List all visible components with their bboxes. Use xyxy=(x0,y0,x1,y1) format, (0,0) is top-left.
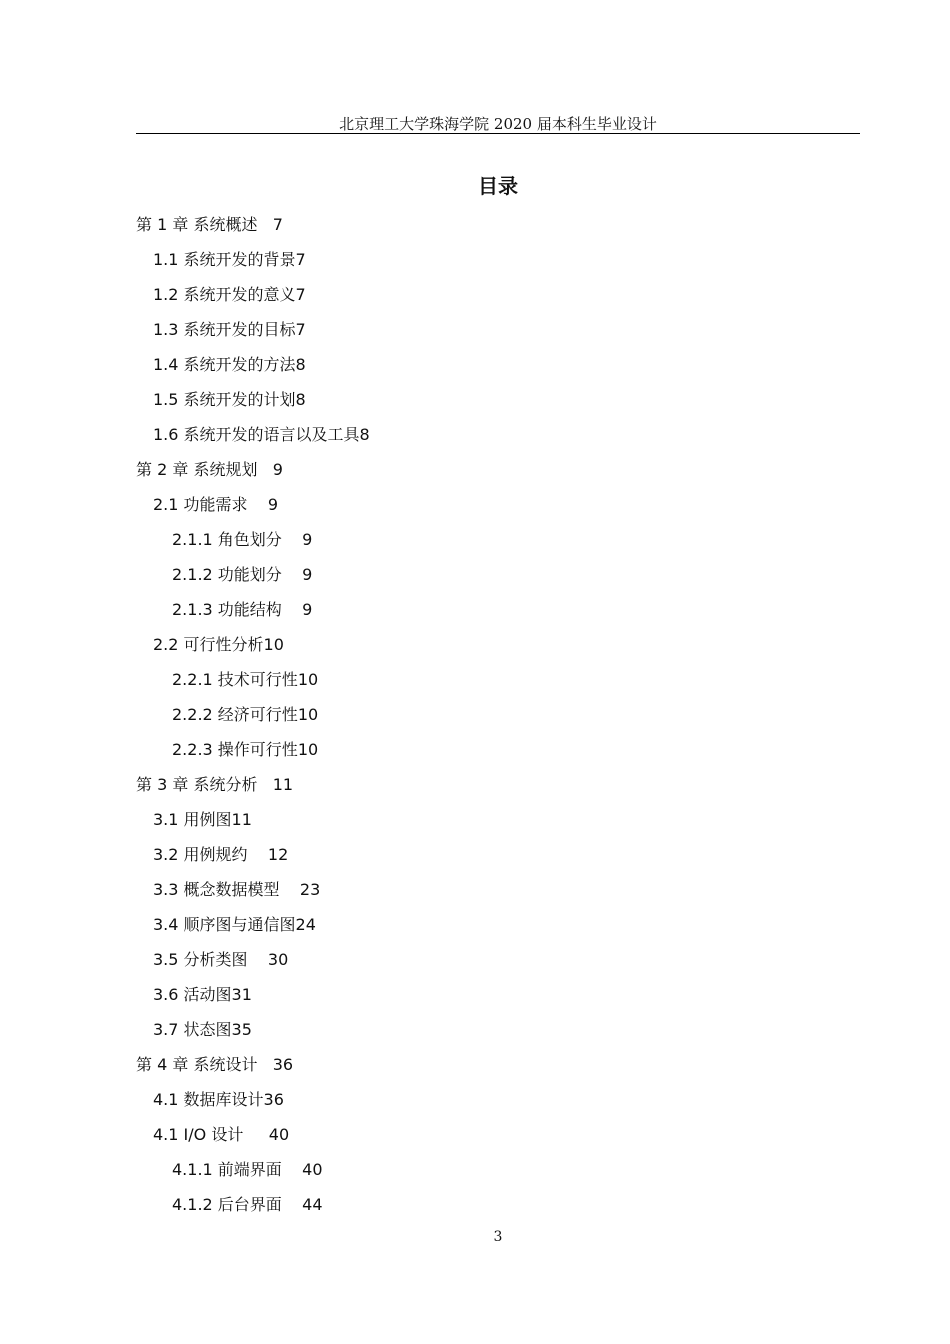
toc-entry-page: 36 xyxy=(263,1090,284,1109)
toc-entry-page: 12 xyxy=(267,845,289,864)
toc-entry-text: 3.5 分析类图 xyxy=(153,950,248,969)
toc-entry-text: 4.1.1 前端界面 xyxy=(172,1160,282,1179)
toc-entry-text: 3.3 概念数据模型 xyxy=(153,880,280,899)
toc-entry-2-2-1[interactable] xyxy=(136,666,860,701)
toc-entry-4-1-io[interactable] xyxy=(136,1121,860,1156)
page-header: 北京理工大学珠海学院 2020 届本科生毕业设计 xyxy=(339,115,657,133)
toc-entry-page: 9 xyxy=(302,600,313,619)
toc-entry-1-4[interactable] xyxy=(136,351,860,386)
toc-entry-text: 第 4 章 系统设计 xyxy=(136,1055,258,1074)
toc-entry-3-2[interactable] xyxy=(136,841,860,876)
toc-entry-2-2[interactable] xyxy=(136,631,860,666)
toc-entry-3-1[interactable] xyxy=(136,806,860,841)
toc-entry-text: 4.1 数据库设计 xyxy=(153,1090,264,1109)
toc-entry-text: 2.2.2 经济可行性 xyxy=(172,705,298,724)
toc-entry-2-2-3[interactable] xyxy=(136,736,860,771)
toc-entry-text: 1.6 系统开发的语言以及工具 xyxy=(153,425,360,444)
toc-entry-page: 7 xyxy=(295,285,306,304)
table-of-contents xyxy=(136,211,860,1226)
toc-entry-page: 24 xyxy=(295,915,316,934)
toc-entry-page: 10 xyxy=(263,635,284,654)
toc-entry-page: 9 xyxy=(272,460,283,479)
toc-entry-text: 3.6 活动图 xyxy=(153,985,232,1004)
toc-entry-chapter-4[interactable] xyxy=(136,1051,860,1086)
toc-entry-1-1[interactable] xyxy=(136,246,860,281)
toc-entry-text: 3.2 用例规约 xyxy=(153,845,248,864)
toc-entry-text: 1.4 系统开发的方法 xyxy=(153,355,296,374)
toc-entry-page: 30 xyxy=(267,950,289,969)
toc-entry-2-1[interactable] xyxy=(136,491,860,526)
toc-entry-page: 23 xyxy=(299,880,321,899)
toc-entry-4-1-2[interactable] xyxy=(136,1191,860,1226)
toc-entry-page: 10 xyxy=(297,740,319,759)
toc-entry-3-4[interactable] xyxy=(136,911,860,946)
toc-entry-page: 11 xyxy=(231,810,252,829)
toc-entry-page: 11 xyxy=(272,775,294,794)
toc-entry-page: 10 xyxy=(297,670,319,689)
toc-entry-text: 2.1.1 角色划分 xyxy=(172,530,282,549)
toc-entry-page: 7 xyxy=(295,320,306,339)
toc-entry-text: 2.1.2 功能划分 xyxy=(172,565,282,584)
toc-entry-3-6[interactable] xyxy=(136,981,860,1016)
toc-entry-1-5[interactable] xyxy=(136,386,860,421)
toc-entry-page: 8 xyxy=(295,355,306,374)
toc-entry-page: 40 xyxy=(302,1160,323,1179)
toc-entry-3-7[interactable] xyxy=(136,1016,860,1051)
toc-entry-1-6[interactable] xyxy=(136,421,860,456)
toc-entry-1-2[interactable] xyxy=(136,281,860,316)
toc-entry-page: 44 xyxy=(302,1195,323,1214)
toc-entry-page: 7 xyxy=(272,215,283,234)
toc-entry-page: 9 xyxy=(302,530,313,549)
toc-entry-page: 8 xyxy=(295,390,306,409)
toc-entry-text: 第 1 章 系统概述 xyxy=(136,215,258,234)
toc-entry-text: 1.1 系统开发的背景 xyxy=(153,250,296,269)
toc-entry-page: 36 xyxy=(272,1055,294,1074)
toc-entry-text: 第 3 章 系统分析 xyxy=(136,775,258,794)
toc-entry-text: 2.2.3 操作可行性 xyxy=(172,740,298,759)
toc-entry-text: 第 2 章 系统规划 xyxy=(136,460,258,479)
toc-entry-text: 3.1 用例图 xyxy=(153,810,232,829)
toc-entry-page: 40 xyxy=(268,1125,290,1144)
toc-entry-text: 3.7 状态图 xyxy=(153,1020,232,1039)
toc-entry-3-3[interactable] xyxy=(136,876,860,911)
toc-entry-page: 9 xyxy=(267,495,279,514)
toc-entry-4-1-1[interactable] xyxy=(136,1156,860,1191)
toc-entry-page: 8 xyxy=(359,425,370,444)
toc-entry-text: 2.1.3 功能结构 xyxy=(172,600,282,619)
toc-entry-text: 2.2 可行性分析 xyxy=(153,635,264,654)
toc-entry-2-1-3[interactable] xyxy=(136,596,860,631)
toc-entry-text: 2.2.1 技术可行性 xyxy=(172,670,298,689)
toc-entry-chapter-3[interactable] xyxy=(136,771,860,806)
toc-entry-text: 4.1.2 后台界面 xyxy=(172,1195,282,1214)
toc-entry-4-1-database[interactable] xyxy=(136,1086,860,1121)
toc-entry-page: 31 xyxy=(231,985,252,1004)
toc-entry-3-5[interactable] xyxy=(136,946,860,981)
toc-entry-page: 7 xyxy=(295,250,306,269)
toc-entry-text: 1.5 系统开发的计划 xyxy=(153,390,296,409)
toc-entry-text: 4.1 I/O 设计 xyxy=(153,1125,244,1144)
toc-entry-2-1-1[interactable] xyxy=(136,526,860,561)
toc-entry-page: 35 xyxy=(231,1020,252,1039)
page-number: 3 xyxy=(493,1229,503,1245)
toc-entry-page: 9 xyxy=(302,565,313,584)
toc-entry-chapter-1[interactable] xyxy=(136,211,860,246)
toc-entry-chapter-2[interactable] xyxy=(136,456,860,491)
toc-entry-text: 1.2 系统开发的意义 xyxy=(153,285,296,304)
toc-entry-text: 2.1 功能需求 xyxy=(153,495,248,514)
toc-entry-text: 1.3 系统开发的目标 xyxy=(153,320,296,339)
toc-entry-page: 10 xyxy=(297,705,319,724)
header-divider xyxy=(136,133,860,134)
toc-entry-2-2-2[interactable] xyxy=(136,701,860,736)
toc-entry-text: 3.4 顺序图与通信图 xyxy=(153,915,296,934)
toc-title: 目录 xyxy=(478,174,518,198)
toc-entry-2-1-2[interactable] xyxy=(136,561,860,596)
toc-entry-1-3[interactable] xyxy=(136,316,860,351)
